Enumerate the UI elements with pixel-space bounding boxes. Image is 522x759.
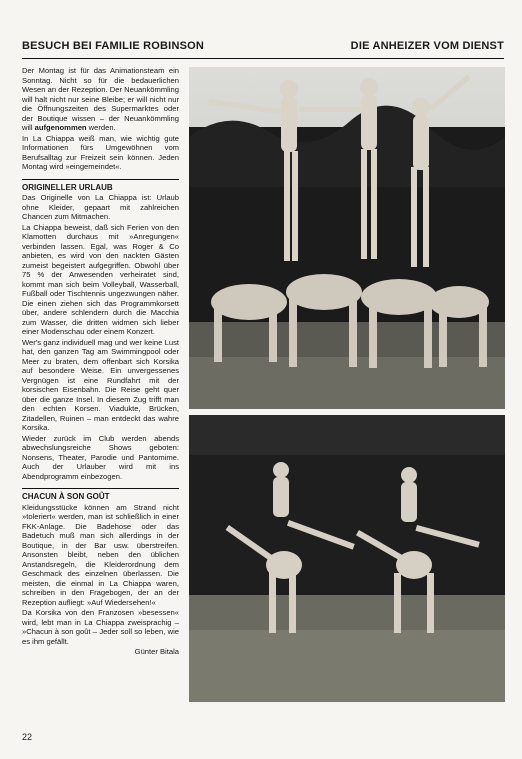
intro-emphasis: aufgenommen [34, 123, 87, 132]
section2-paragraph-1: Kleidungsstücke können am Strand nicht »toleriert« werden, man ist schließlich in einer FKK-Anlage. Die Badehose oder das Badetuch muß man sich allerdings in der Boutique, in der Bar usw. überstreifen. Ansonsten bleibt, neben den üblichen Anstandsregeln, die Kleiderordnung dem Geschmack des einzelnen überlassen. Die meisten, die einmal in La Chiappa waren, schreiben in den Fragebogen, der an der Rezeption aufliegt: »Auf Wiedersehen!« [22, 502, 179, 607]
header-section-title: BESUCH BEI FAMILIE ROBINSON [22, 40, 205, 52]
photo-human-pyramid-image [189, 67, 505, 409]
article-text-column [22, 66, 179, 657]
section1-paragraph-3: Wer's ganz individuell mag und wer keine Lust hat, den ganzen Tag am Swimmingpool oder Meer zu braten, dem offenbart sich Korsika auf besondere Weise. Ein unvergessenes Vergnügen ist eine Rundfahrt mit der korsischen Eisenbahn. Die Reise geht quer über die ganze Insel. In diesem Zug trifft man den echten Korsen. Viadukte, Brücken, Zitadellen, Ruinen – man entdeckt das wahre Korsika. [22, 337, 179, 432]
photo-human-pyramid [189, 67, 505, 409]
section1-paragraph-4: Wieder zurück im Club werden abends abwechslungsreiche Shows geboten: Nonsens, Theater, Parodie und Pantomime. Auch der Urlauber wird mit ins Abendprogramm einbezogen. [22, 433, 179, 481]
section-heading-chacun: CHACUN À SON GOÛT [22, 488, 179, 502]
section2-paragraph-2: Da Korsika von den Franzosen »besessen« wird, lebt man in La Chiappa zweisprachig – »Chacun à son goût – Jeder soll so leben, wie es ihm gefällt. [22, 608, 179, 646]
page-number: 22 [22, 732, 33, 742]
photo-leapfrog-image [189, 415, 505, 702]
page-header [22, 40, 504, 56]
intro-paragraph-1 [22, 66, 179, 133]
section1-paragraph-2: La Chiappa beweist, daß sich Ferien von den Klamotten durchaus mit »Anregungen« verbinden lassen. Egal, was Roger & Co anbieten, es wird von den nackten Gästen zumeist begeistert aufgegriffen. Obwohl über 75 % der Anwesenden verheiratet sind, kommt man sich beim Volleyball, Wasserball, Fußball oder Tischtennis ungezwungen näher. Die einen ziehen sich das Programmkorsett über, andere schlendern durch die Macchia zum Wasser, die dritten widmen sich lieber einer Modenschau oder einem Konzert. [22, 222, 179, 336]
author-byline: Günter Bitala [134, 647, 179, 656]
photo-leapfrog [189, 415, 505, 702]
intro-text-end: werden. [86, 123, 116, 132]
section-heading-originell: ORIGINELLER URLAUB [22, 179, 179, 193]
intro-paragraph-2: In La Chiappa weiß man, wie wichtig gute Informationen fürs Umgewöhnen vom Berufsalltag zur Freizeit sein können. Jeden Montag wird »eingemeindet«. [22, 133, 179, 171]
header-rule [22, 58, 504, 59]
header-article-title: DIE ANHEIZER VOM DIENST [350, 40, 504, 52]
intro-text: Der Montag ist für das Animationsteam ein Sonntag. Nicht so für die bedauerlichen Wesen an der Rezeption. Der Neuankömmling will halt nicht nur seine Bleibe; er will nicht nur die Öffnungszeiten des Supermarktes oder der Boutique wissen – der Neuankömmling will [22, 66, 179, 132]
section1-paragraph-1: Das Originelle von La Chiappa ist: Urlaub ohne Kleider, gepaart mit zahlreichen Chancen zum Mitmachen. [22, 193, 179, 221]
